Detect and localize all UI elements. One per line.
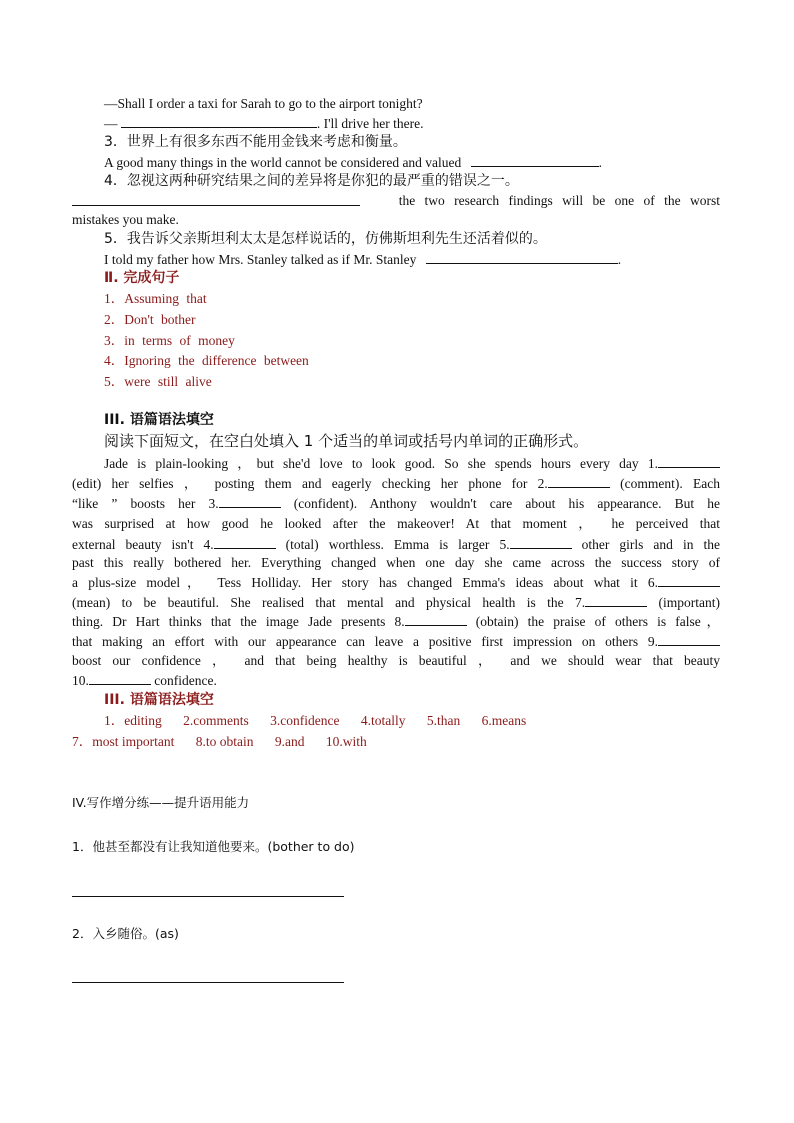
section3-instruction: 阅读下面短文，在空白处填入 1 个适当的单词或括号内单词的正确形式。 <box>104 432 589 450</box>
answer-blank <box>548 474 610 488</box>
passage-line: “like ” boosts her 3. (confident). Anthony wouldn't care about his appearance. But he <box>72 496 720 511</box>
section4-q1: 1．他甚至都没有让我知道他要来。(bother to do) <box>72 839 355 854</box>
answer-blank <box>219 494 281 508</box>
q5-chinese: 5．我告诉父亲斯坦利太太是怎样说话的，仿佛斯坦利先生还活着似的。 <box>104 231 547 247</box>
answer-item: 5.than <box>426 713 461 728</box>
answer-blank <box>658 573 720 587</box>
answers-heading-2: Ⅱ. 完成句子 <box>104 270 180 286</box>
answer-blank <box>214 535 276 549</box>
q2-line1: —Shall I order a taxi for Sarah to go to the airport tonight? <box>104 96 423 111</box>
answer-item: 7．most important <box>72 734 175 749</box>
answer-blank <box>510 535 572 549</box>
q3-english: A good many things in the world cannot be considered and valued . <box>104 155 603 170</box>
answer-item: 8.to obtain <box>195 734 254 749</box>
answer-item: 4.totally <box>360 713 406 728</box>
answer-item: 1．Assuming that <box>104 291 207 306</box>
q5-english: I told my father how Mrs. Stanley talked as if Mr. Stanley . <box>104 252 622 267</box>
passage-line: boost our confidence ， and that being healthy is beautiful ， and we should wear that beauty <box>72 653 720 668</box>
passage-line: that making an effort with our appearance can leave a positive first impression on others 9. <box>72 632 720 651</box>
passage-line: (mean) to be beautiful. She realised that mental and physical health is the 7. (important) <box>72 595 721 610</box>
answer-line <box>72 896 344 897</box>
passage-line: thing. Dr Hart thinks that the image Jade presents 8. (obtain) the praise of others is false， <box>72 614 721 629</box>
answer-blank <box>89 671 151 685</box>
answer-item: 2.comments <box>183 713 249 728</box>
answer-blank <box>471 153 599 167</box>
answers-heading-3: III. 语篇语法填空 <box>104 692 214 708</box>
section4-q2: 2．入乡随俗。(as) <box>72 926 179 941</box>
q4-english-line2: mistakes you make. <box>72 212 179 227</box>
answer-item: 1．editing <box>104 713 162 728</box>
section3-heading: III. 语篇语法填空 <box>104 412 214 428</box>
passage-line: past this really bothered her. Everything changed when one day she came across the success story of <box>72 555 720 570</box>
answers3-row1 <box>104 712 526 730</box>
answer-blank <box>658 632 720 646</box>
answer-item: 3.confidence <box>270 713 340 728</box>
answer-item: 9.and <box>274 734 305 749</box>
answer-line <box>72 982 344 983</box>
q4-english-line1: the two research findings will be one of the worst <box>72 192 720 211</box>
answer-item: 10.with <box>325 734 367 749</box>
answer-blank <box>405 612 467 626</box>
passage-line: was surprised at how good he looked after the makeover! At that moment ， he perceived that <box>72 516 720 531</box>
q4-chinese: 4．忽视这两种研究结果之间的差异将是你犯的最严重的错误之一。 <box>104 173 519 189</box>
answer-item: 3．in terms of money <box>104 333 235 348</box>
answer-blank <box>72 192 360 206</box>
passage-line: 10. confidence. <box>72 673 217 688</box>
section4-heading: IV.写作增分练——提升语用能力 <box>72 795 250 810</box>
answer-item: 6.means <box>481 713 527 728</box>
answer-item: 2．Don't bother <box>104 312 196 327</box>
passage-line: (edit) her selfies ， posting them and eagerly checking her phone for 2. (comment). Each <box>72 476 720 491</box>
q2-line2: — . I'll drive her there. <box>104 116 424 131</box>
passage-line: external beauty isn't 4. (total) worthless. Emma is larger 5. other girls and in the <box>72 537 720 552</box>
q3-chinese: 3．世界上有很多东西不能用金钱来考虑和衡量。 <box>104 134 407 150</box>
answer-blank <box>426 250 618 264</box>
passage-line: a plus-size model， Tess Holliday. Her story has changed Emma's ideas about what it 6. <box>72 573 720 592</box>
passage-line: Jade is plain-looking ，but she'd love to look good. So she spends hours every day 1. <box>104 454 720 473</box>
answer-blank <box>585 593 647 607</box>
answer-blank <box>658 454 720 468</box>
answers3-row2 <box>72 733 367 751</box>
answer-blank <box>121 114 317 128</box>
answer-item: 5．were still alive <box>104 374 212 389</box>
answer-item: 4．Ignoring the difference between <box>104 353 309 368</box>
